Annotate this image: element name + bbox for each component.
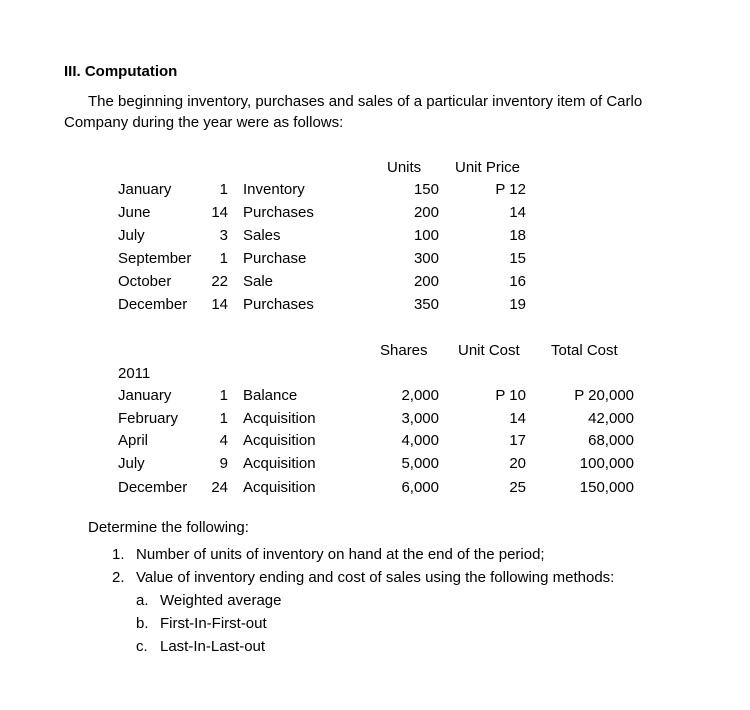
table-row: [0, 273, 750, 291]
question-text: Value of inventory ending and cost of sales using the following methods:: [136, 569, 615, 586]
row-shares: 5,000: [401, 455, 439, 472]
row-day: 9: [219, 455, 228, 472]
method-letter: a.: [136, 592, 149, 609]
row-unit-cost: 17: [509, 432, 526, 449]
question-text: Number of units of inventory on hand at the end of the period;: [136, 546, 545, 563]
row-shares: 6,000: [401, 479, 439, 496]
method-text: Last-In-Last-out: [160, 638, 266, 655]
row-month: December: [118, 479, 188, 496]
row-day: 1: [219, 410, 228, 427]
row-price: 18: [509, 227, 526, 244]
row-total-cost: P 20,000: [574, 387, 634, 404]
row-day: 1: [219, 387, 228, 404]
method-text: Weighted average: [160, 592, 282, 609]
row-price: 19: [509, 296, 526, 313]
row-description: Purchases: [243, 204, 314, 221]
row-total-cost: 42,000: [588, 410, 634, 427]
row-month: July: [118, 455, 145, 472]
row-units: 100: [413, 227, 439, 244]
table-row: [0, 204, 750, 222]
row-description: Acquisition: [243, 432, 316, 449]
row-day: 1: [219, 250, 228, 267]
row-shares: 2,000: [401, 387, 439, 404]
row-month: January: [118, 387, 172, 404]
intro-line-1: The beginning inventory, purchases and sales of a particular inventory item of Carlo: [88, 93, 643, 110]
table-row: [0, 479, 750, 497]
table-row: [0, 432, 750, 450]
questions-lead: Determine the following:: [88, 519, 249, 536]
row-description: Acquisition: [243, 479, 316, 496]
row-description: Balance: [243, 387, 298, 404]
row-month: December: [118, 296, 188, 313]
row-day: 14: [211, 296, 228, 313]
table-row: [0, 410, 750, 428]
row-day: 3: [219, 227, 228, 244]
row-month: July: [118, 227, 145, 244]
question-item: [112, 569, 125, 587]
row-price: 16: [509, 273, 526, 290]
row-price: 15: [509, 250, 526, 267]
row-day: 14: [211, 204, 228, 221]
row-month: October: [118, 273, 172, 290]
row-total-cost: 150,000: [579, 479, 634, 496]
row-units: 300: [413, 250, 439, 267]
method-letter: b.: [136, 615, 149, 632]
table-row: [0, 181, 750, 199]
row-price: 14: [509, 204, 526, 221]
row-day: 22: [211, 273, 228, 290]
method-letter: c.: [136, 638, 148, 655]
row-day: 1: [219, 181, 228, 198]
row-unit-cost: 14: [509, 410, 526, 427]
row-description: Sale: [243, 273, 274, 290]
section-heading: III. Computation: [64, 63, 178, 80]
total-cost-header: Total Cost: [551, 342, 618, 359]
row-month: June: [118, 204, 151, 221]
year-label: 2011: [118, 365, 151, 382]
table-row: [0, 455, 750, 473]
row-shares: 3,000: [401, 410, 439, 427]
row-month: April: [118, 432, 149, 449]
question-number: 2.: [112, 569, 125, 586]
table-row: [0, 296, 750, 314]
row-units: 350: [413, 296, 439, 313]
table-row: [0, 227, 750, 245]
row-month: September: [118, 250, 192, 267]
unit-cost-header: Unit Cost: [458, 342, 520, 359]
question-item: [112, 546, 125, 564]
row-day: 24: [211, 479, 228, 496]
question-number: 1.: [112, 546, 125, 563]
row-month: January: [118, 181, 172, 198]
row-description: Acquisition: [243, 410, 316, 427]
table-row: [0, 250, 750, 268]
row-description: Purchase: [243, 250, 307, 267]
row-description: Inventory: [243, 181, 305, 198]
method-text: First-In-First-out: [160, 615, 267, 632]
row-description: Sales: [243, 227, 281, 244]
row-units: 200: [413, 273, 439, 290]
row-day: 4: [219, 432, 228, 449]
shares-header: Shares: [380, 342, 428, 359]
row-shares: 4,000: [401, 432, 439, 449]
row-description: Purchases: [243, 296, 314, 313]
row-price: P 12: [495, 181, 526, 198]
row-unit-cost: P 10: [495, 387, 526, 404]
row-units: 200: [413, 204, 439, 221]
table-row: [0, 387, 750, 405]
row-month: February: [118, 410, 179, 427]
unit-price-header: Unit Price: [455, 159, 521, 176]
row-units: 150: [413, 181, 439, 198]
units-header: Units: [387, 159, 422, 176]
intro-line-2: Company during the year were as follows:: [64, 114, 344, 131]
row-description: Acquisition: [243, 455, 316, 472]
row-total-cost: 68,000: [588, 432, 634, 449]
row-unit-cost: 25: [509, 479, 526, 496]
row-total-cost: 100,000: [579, 455, 634, 472]
row-unit-cost: 20: [509, 455, 526, 472]
